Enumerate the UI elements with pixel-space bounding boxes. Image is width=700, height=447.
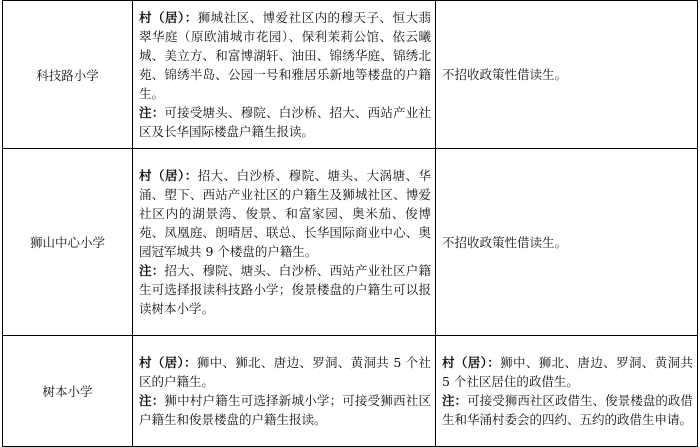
policy-text: 狮中、狮北、唐边、罗洞、黄洞共 5 个社区居住的政借生。: [442, 355, 693, 389]
residence-text: 招大、白沙桥、穆院、塘头、大涡塘、华涌、塱下、西站产业社区的户籍生及狮城社区、博爱社区内的湖景湾、俊景、和富家园、奥米茄、俊博苑、凤凰庭、朗晴居、联总、长华国际商业中心、奥园冠军城共 9 个楼盘的户籍生。: [139, 168, 431, 259]
policy-cell: [436, 1, 698, 149]
policy-text: 不招收政策性借读生。: [442, 67, 568, 82]
note-text: 可接受塘头、穆院、白沙桥、招大、西站产业社区及长华国际楼盘户籍生报读。: [139, 105, 431, 139]
residence-paragraph: [139, 8, 431, 103]
policy-text: 不招收政策性借读生。: [442, 234, 568, 250]
table-row: [3, 336, 698, 447]
note-label: 注：: [139, 263, 165, 278]
note-label: 注：: [139, 105, 165, 120]
table-row: [3, 149, 698, 336]
residence-cell: [133, 149, 436, 336]
policy-paragraph: [442, 233, 693, 252]
residence-cell: [133, 336, 436, 447]
policy-note-label: 注：: [442, 393, 468, 408]
residence-label: 村（居）：: [139, 355, 197, 370]
note-label: 注：: [139, 393, 165, 408]
residence-label: 村（居）：: [139, 168, 198, 183]
note-paragraph: [139, 391, 431, 429]
policy-cell: [436, 336, 698, 447]
policy-cell: [436, 149, 698, 336]
policy-paragraph: [442, 353, 693, 391]
school-name-cell: 树本小学: [3, 336, 133, 447]
table-row: [3, 1, 698, 149]
school-name-cell: 狮山中心小学: [3, 149, 133, 336]
note-text: 招大、穆院、塘头、白沙桥、西站产业社区户籍生可选择报读科技路小学；俊景楼盘的户籍生可以报读树本小学。: [139, 263, 431, 316]
policy-label: 村（居）：: [442, 355, 501, 370]
residence-label: 村（居）：: [139, 10, 198, 25]
note-paragraph: [139, 103, 431, 141]
note-text: 狮中村户籍生可选择新城小学；可接受狮西社区户籍生和俊景楼盘的户籍生报读。: [139, 393, 431, 427]
residence-cell: [133, 1, 436, 149]
school-zone-table: [2, 0, 698, 447]
policy-note-paragraph: [442, 391, 693, 429]
residence-paragraph: [139, 353, 431, 391]
policy-paragraph: [442, 65, 693, 84]
residence-paragraph: [139, 166, 431, 261]
school-name-cell: 科技路小学: [3, 1, 133, 149]
policy-note-text: 可接受狮西社区政借生、俊景楼盘的政借生和华涌村委会的四约、五约的政借生申请。: [442, 393, 693, 427]
residence-text: 狮城社区、博爱社区内的穆天子、恒大翡翠华庭（原欧浦城市花园）、保利茉莉公馆、依云曦城、美立方、和富博湖轩、油田、锦绣华庭、锦绣北苑、锦绣半岛、公园一号和雅居乐新地等楼盘的户籍生。: [139, 10, 431, 101]
note-paragraph: [139, 261, 431, 318]
residence-text: 狮中、狮北、唐边、罗洞、黄洞共 5 个社区的户籍生。: [139, 355, 431, 389]
